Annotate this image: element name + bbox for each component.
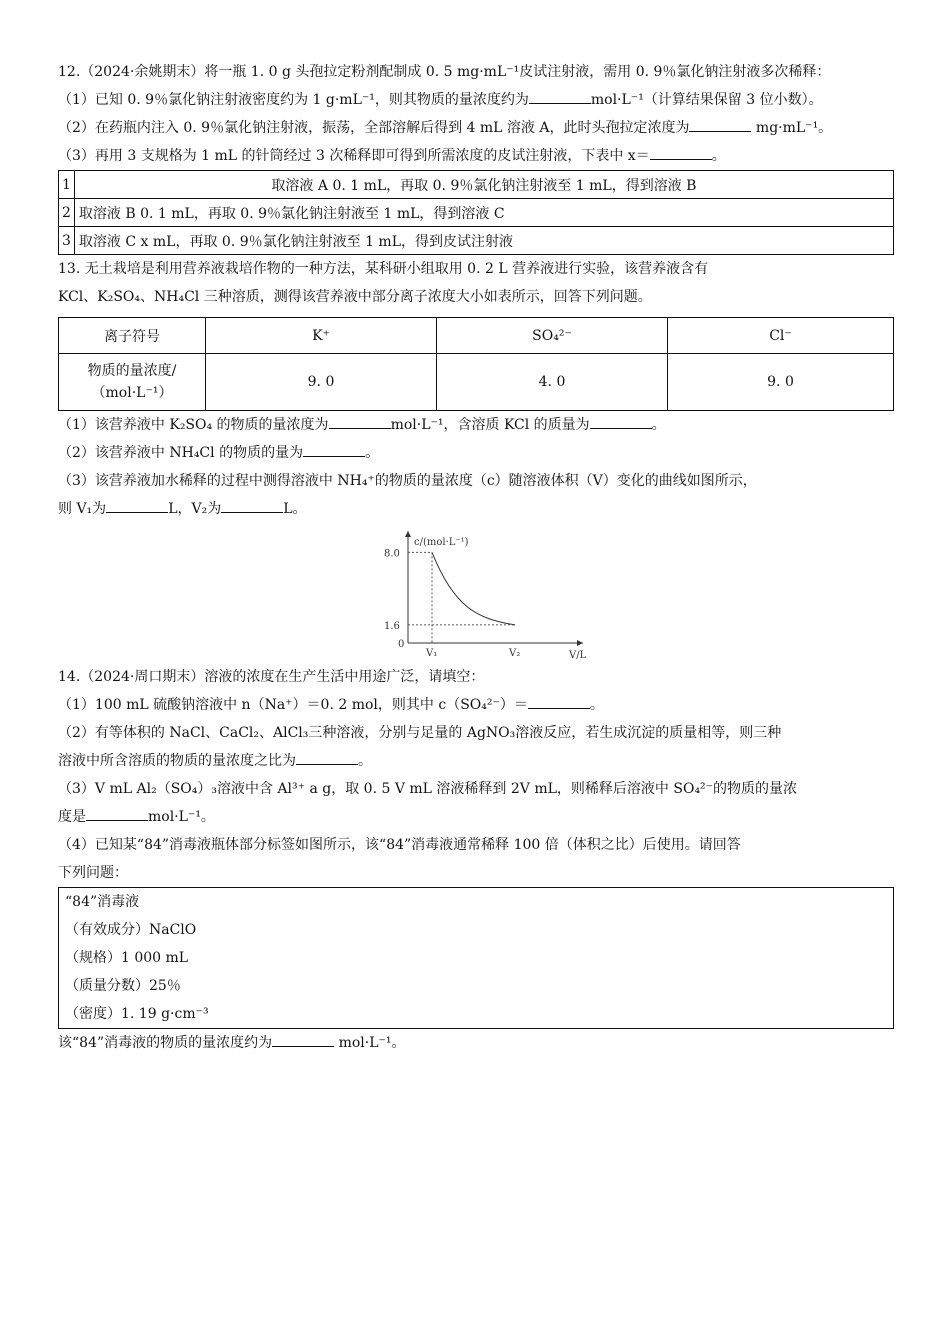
answer-blank[interactable]	[529, 89, 591, 104]
header-k: K⁺	[206, 318, 437, 354]
q13-stem-1: 13. 无土栽培是利用营养液栽培作物的一种方法，某科研小组取用 0. 2 L 营养液进行实验，该营养液含有	[58, 261, 709, 277]
disinfectant-label-box	[58, 887, 894, 1029]
label-line: （密度）1. 19 g·cm⁻³	[65, 1006, 209, 1022]
y-axis-label: c/(mol·L⁻¹)	[414, 537, 469, 548]
q14-part1	[58, 691, 894, 719]
q13-part2-text: （2）该营养液中 NH₄Cl 的物质的量为	[58, 445, 304, 461]
table-row	[59, 354, 894, 411]
answer-blank[interactable]	[650, 145, 712, 160]
q13-part2	[58, 439, 894, 467]
q14-part4-line2: 下列问题：	[58, 865, 128, 881]
answer-blank[interactable]	[221, 498, 283, 513]
q12-stem: 12.（2024·余姚期末）将一瓶 1. 0 g 头孢拉定粉剂配制成 0. 5 mg·mL⁻¹皮试注射液，需用 0. 9％氯化钠注射液多次稀释：	[58, 64, 831, 80]
q14-final	[58, 1029, 894, 1057]
x-tick-label: V₂	[509, 648, 521, 659]
q14-part2-line1: （2）有等体积的 NaCl、CaCl₂、AlCl₃三种溶液，分别与足量的 AgNO₃溶液反应，若生成沉淀的质量相等，则三种	[58, 725, 782, 741]
y-axis-arrow	[405, 531, 411, 537]
y-tick-label: 1.6	[384, 620, 400, 632]
row-label	[59, 354, 206, 411]
q14-part3-line1: （3）V mL Al₂（SO₄）₃溶液中含 Al³⁺ a g，取 0. 5 V mL 溶液稀释到 2V mL，则稀释后溶液中 SO₄²⁻的物质的量浓	[58, 781, 798, 797]
table-row	[59, 318, 894, 354]
answer-blank[interactable]	[689, 117, 751, 132]
dilution-chart	[58, 523, 894, 663]
step-number: 3	[59, 227, 75, 255]
x-tick-label: V₁	[426, 648, 438, 659]
answer-blank[interactable]	[106, 498, 168, 513]
label-line: （有效成分）NaClO	[65, 922, 197, 938]
q13-part3-v2-label: L，V₂为	[168, 501, 222, 517]
x-axis-arrow	[577, 640, 583, 646]
q12-part1	[58, 86, 894, 114]
q12-part3-end: 。	[711, 148, 726, 164]
q13-part2-end: 。	[365, 445, 380, 461]
q12-part2	[58, 114, 894, 142]
answer-blank[interactable]	[272, 1032, 334, 1047]
answer-blank[interactable]	[590, 414, 652, 429]
answer-blank[interactable]	[303, 442, 365, 457]
q13-part3-answer	[58, 495, 894, 523]
q13-part1-end: 。	[651, 417, 666, 433]
step-number: 1	[59, 171, 75, 199]
q13-part3-end: L。	[283, 501, 307, 517]
step-number: 2	[59, 199, 75, 227]
q13-part1-text: （1）该营养液中 K₂SO₄ 的物质的量浓度为	[58, 417, 329, 433]
value-so4: 4. 0	[437, 354, 668, 411]
row-label-line2: （mol·L⁻¹）	[91, 385, 173, 401]
x-axis-label: V/L	[569, 650, 587, 661]
answer-blank[interactable]	[296, 750, 358, 765]
q12-steps-table	[58, 170, 894, 255]
q13-part3: （3）该营养液加水稀释的过程中测得溶液中 NH₄⁺的物质的量浓度（c）随溶液体积（V）变化的曲线如图所示，	[58, 473, 757, 489]
q14-part1-text: （1）100 mL 硫酸钠溶液中 n（Na⁺）＝0. 2 mol，则其中 c（SO₄²⁻）＝	[58, 697, 528, 713]
q13-ion-table	[58, 317, 894, 411]
concentration-curve	[432, 552, 515, 625]
step-text: 取溶液 A 0. 1 mL，再取 0. 9％氯化钠注射液至 1 mL，得到溶液 B	[74, 171, 893, 199]
answer-blank[interactable]	[329, 414, 391, 429]
q14-stem: 14.（2024·周口期末）溶液的浓度在生产生活中用途广泛，请填空：	[58, 669, 485, 685]
y-tick-label: 8.0	[384, 548, 400, 560]
worksheet	[58, 58, 894, 1057]
q13-part1	[58, 411, 894, 439]
row-label-line1: 物质的量浓度/	[87, 363, 177, 379]
q14-part3-text: 度是	[58, 809, 86, 825]
label-line: “84”消毒液	[65, 894, 140, 910]
q13-part3-v1-label: 则 V₁为	[58, 501, 107, 517]
step-text: 取溶液 B 0. 1 mL，再取 0. 9％氯化钠注射液至 1 mL，得到溶液 C	[74, 199, 893, 227]
q14-part3-unit: mol·L⁻¹。	[148, 809, 215, 825]
q14-part4-line1: （4）已知某“84”消毒液瓶体部分标签如图所示，该“84”消毒液通常稀释 100 倍（体积之比）后使用。请回答	[58, 837, 741, 853]
table-row	[59, 227, 894, 255]
step-text: 取溶液 C x mL，再取 0. 9％氯化钠注射液至 1 mL，得到皮试注射液	[74, 227, 893, 255]
value-cl: 9. 0	[668, 354, 894, 411]
header-so4: SO₄²⁻	[437, 318, 668, 354]
q12-part1-text: （1）已知 0. 9％氯化钠注射液密度约为 1 g·mL⁻¹，则其物质的量浓度约为	[58, 92, 529, 108]
q14-final-unit: mol·L⁻¹。	[334, 1035, 406, 1051]
label-line: （质量分数）25％	[65, 978, 181, 994]
table-row	[59, 171, 894, 199]
origin-label: 0	[398, 639, 405, 650]
q14-part2-end: 。	[358, 753, 372, 769]
q13-part1-mid: mol·L⁻¹，含溶质 KCl 的质量为	[390, 417, 590, 433]
table-row	[59, 199, 894, 227]
q14-part1-end: 。	[589, 697, 604, 713]
answer-blank[interactable]	[86, 806, 148, 821]
header-cl: Cl⁻	[668, 318, 894, 354]
q12-part2-text: （2）在药瓶内注入 0. 9％氯化钠注射液，振荡，全部溶解后得到 4 mL 溶液 A，此时头孢拉定浓度为	[58, 120, 690, 136]
dilution-chart-svg	[380, 523, 600, 663]
q13-stem-2: KCl、K₂SO₄、NH₄Cl 三种溶质，测得该营养液中部分离子浓度大小如表所示，回答下列问题。	[58, 289, 652, 305]
q12-part2-unit: mg·mL⁻¹。	[755, 120, 833, 136]
q14-final-text: 该“84”消毒液的物质的量浓度约为	[58, 1035, 273, 1051]
value-k: 9. 0	[206, 354, 437, 411]
header-ion-symbol: 离子符号	[59, 318, 206, 354]
answer-blank[interactable]	[528, 694, 590, 709]
q14-part2-line2	[58, 747, 894, 775]
label-line: （规格）1 000 mL	[65, 950, 189, 966]
q14-part3-line2	[58, 803, 894, 831]
q14-part2-text: 溶液中所含溶质的物质的量浓度之比为	[58, 753, 296, 769]
q12-part1-unit: mol·L⁻¹（计算结果保留 3 位小数）。	[590, 92, 823, 108]
q12-part3-text: （3）再用 3 支规格为 1 mL 的针筒经过 3 次稀释即可得到所需浓度的皮试注射液，下表中 x＝	[58, 148, 650, 164]
q12-part3	[58, 142, 894, 170]
